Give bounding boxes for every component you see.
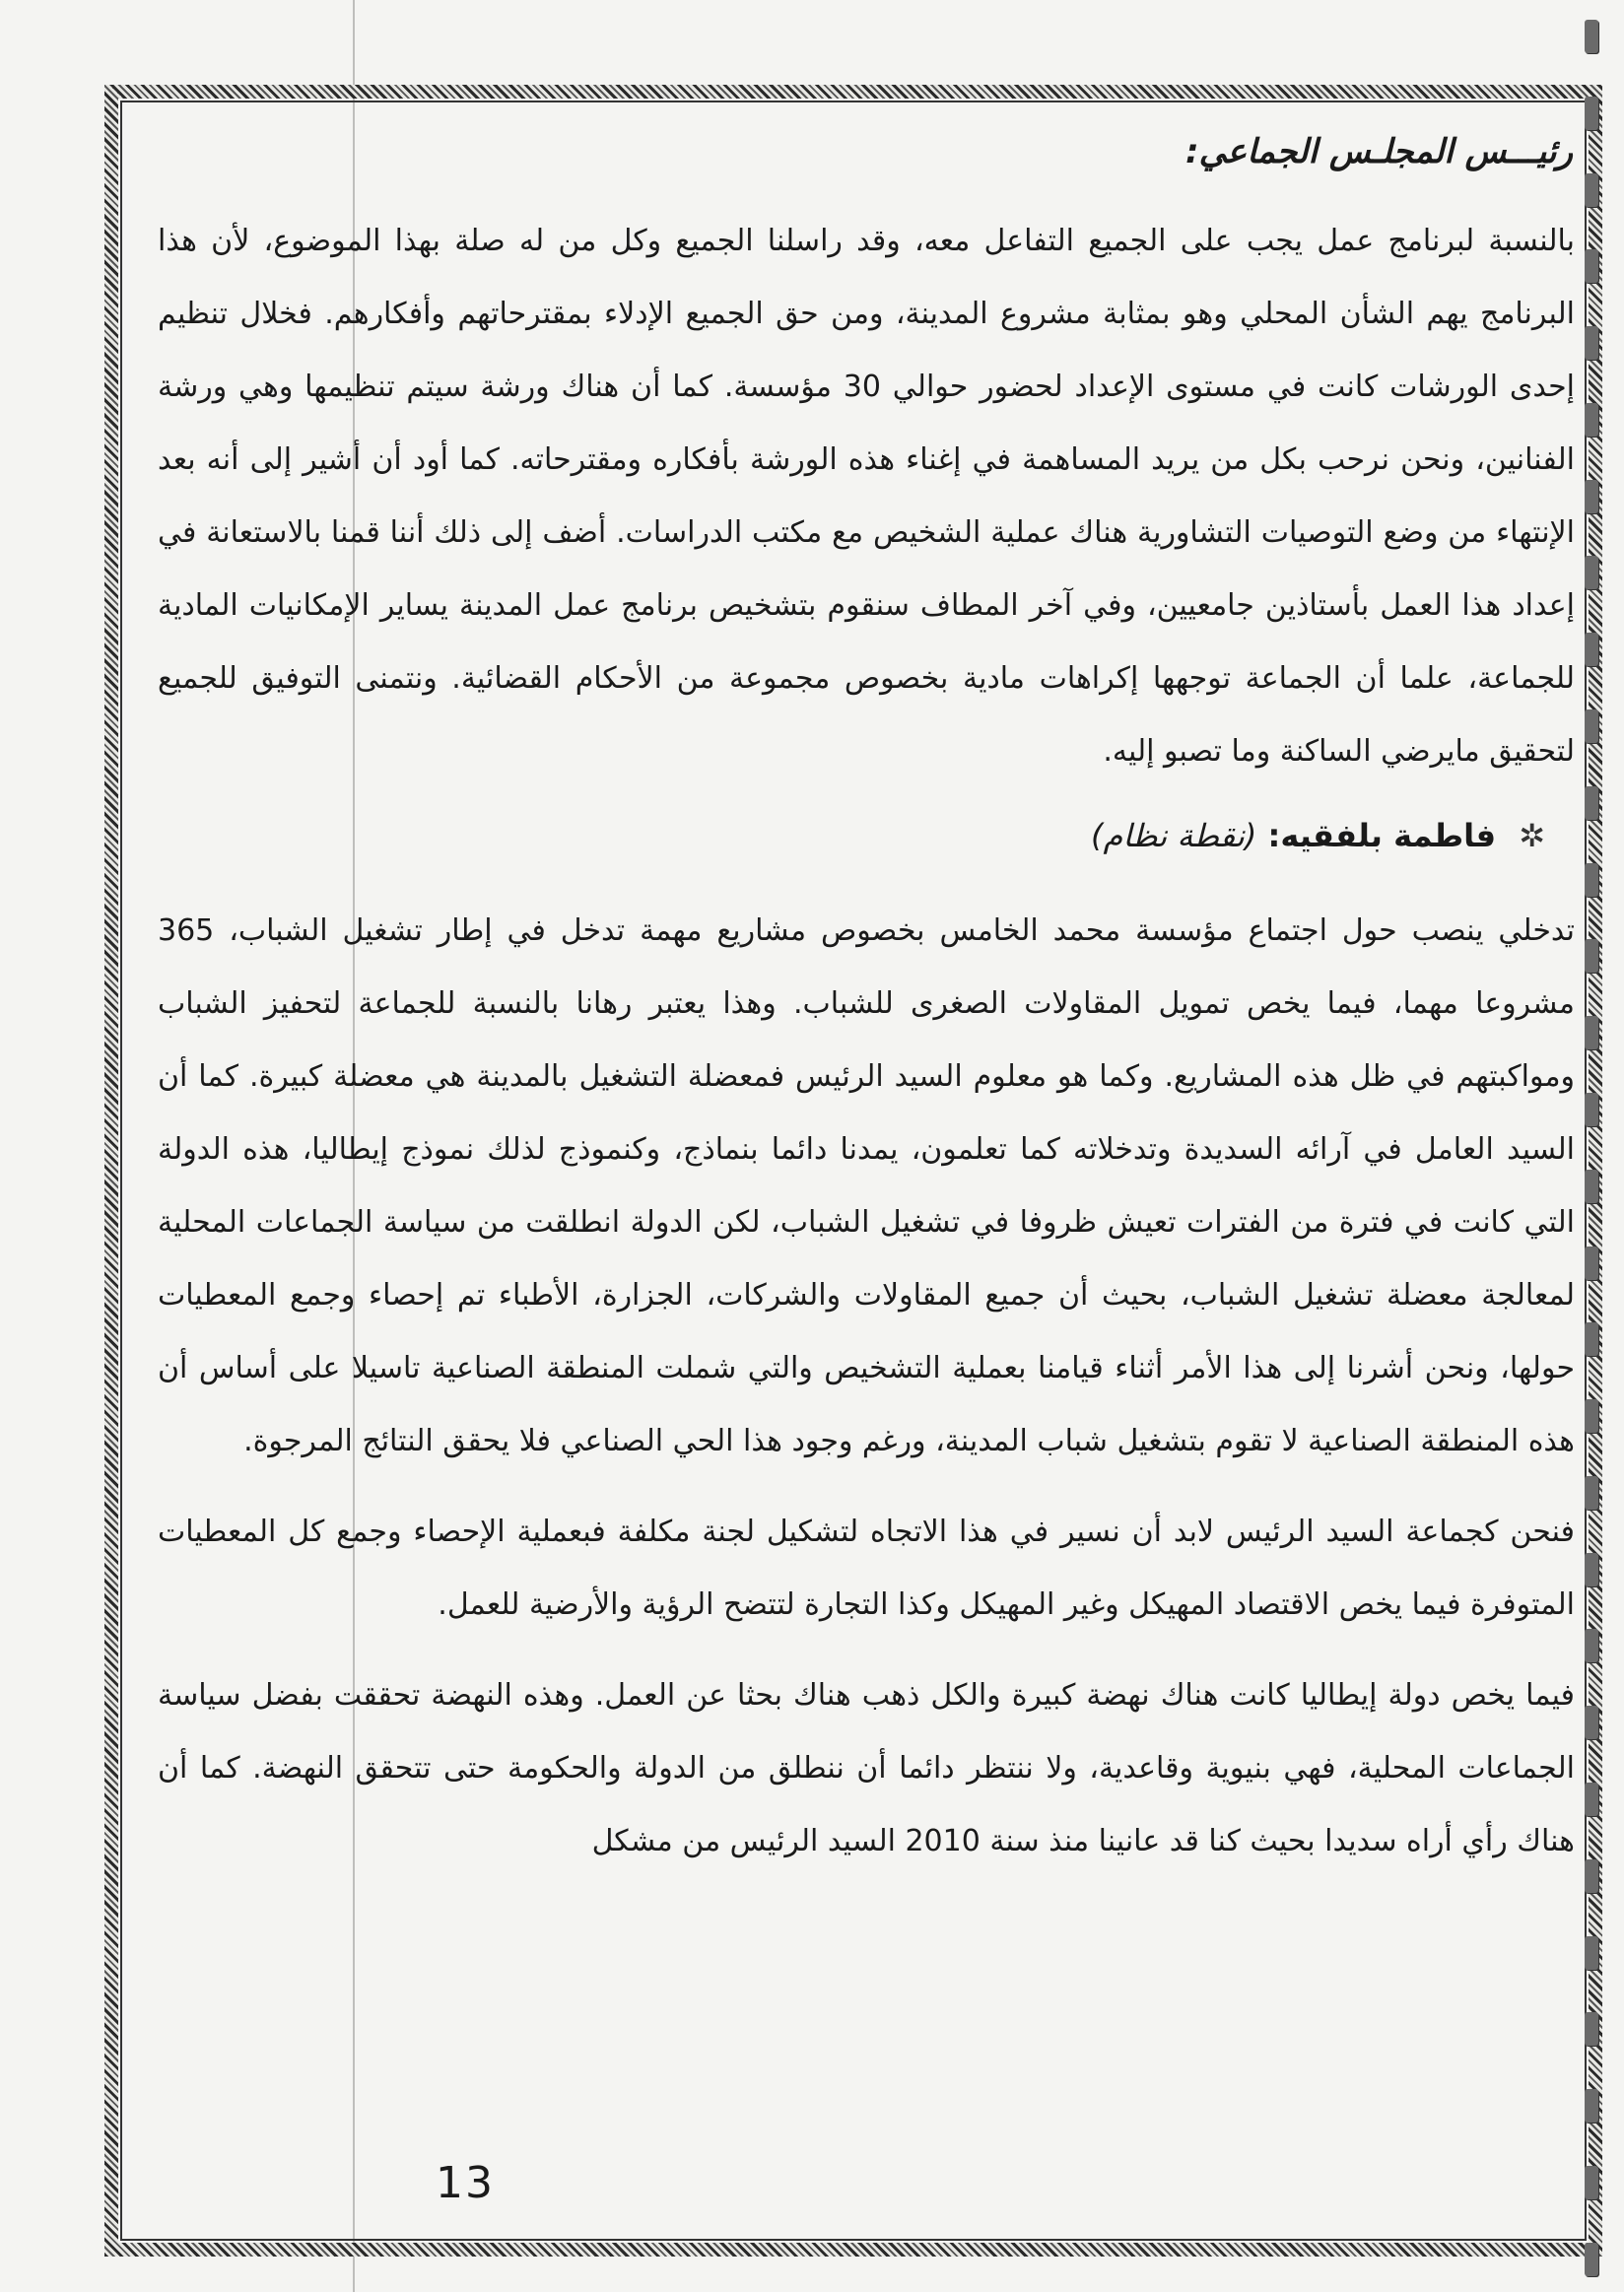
binding-ring [1585,1783,1598,1816]
document-body [158,128,1575,2158]
binding-ring [1585,1399,1598,1433]
asterisk-bullet-icon: ✲ [1519,817,1545,854]
binding-ring [1585,1247,1598,1280]
binding-ring [1585,97,1598,130]
spiral-binding [1585,20,1602,2276]
binding-ring [1585,2243,1598,2276]
paragraph-president-statement: بالنسبة لبرنامج عمل يجب على الجميع التفاعل معه، وقد راسلنا الجميع وكل من له صلة بهذا الموضوع، لأن هذا البرنامج يهم الشأن المحلي وهو بمثابة مشروع المدينة، ومن حق الجميع الإدلاء بمقترحاتهم وأفكارهم. فخلال تنظيم إحدى الورشات كانت في مستوى الإعداد لحضور حوالي 30 مؤسسة. كما أن هناك ورشة سيتم تنظيمها وهي ورشة الفنانين، ونحن نرحب بكل من يريد المساهمة في إغناء هذه الورشة بأفكاره ومقترحاته. كما أود أن أشير إلى أنه بعد الإنتهاء من وضع التوصيات التشاورية هناك عملية الشخيص مع مكتب الدراسات. أضف إلى ذلك أننا قمنا بالاستعانة في إعداد هذا العمل بأستاذين جامعيين، وفي آخر المطاف سنقوم بتشخيص برنامج عمل المدينة يساير الإمكانيات المادية للجماعة، علما أن الجماعة توجهها إكراهات مادية بخصوص مجموعة من الأحكام القضائية. ونتمنى التوفيق للجميع لتحقيق مايرضي الساكنة وما تصبو إليه. [158,224,1576,769]
binding-ring [1585,2166,1598,2199]
binding-ring [1585,20,1598,53]
speaker-heading-president: رئيـــس المجلـس الجماعي: [1184,132,1573,171]
binding-ring [1585,633,1598,666]
speaker-name: فاطمة بلفقيه: [1267,817,1497,854]
binding-ring [1585,249,1598,283]
binding-ring [1585,2012,1598,2046]
binding-ring [1585,1706,1598,1739]
binding-ring [1585,1476,1598,1510]
paragraph-italy-example: فيما يخص دولة إيطاليا كانت هناك نهضة كبيرة والكل ذهب هناك بحثا عن العمل. وهذه النهضة تحققت بفضل سياسة الجماعات المحلية، فهي بنيوية وقاعدية، ولا ننتظر دائما أن ننطلق من الدولة والحكومة حتى تتحقق النهضة. كما أن هناك رأي أراه سديدا بحيث كنا قد عانينا منذ سنة 2010 السيد الرئيس من مشكل [158,1678,1575,1858]
binding-ring [1585,1936,1598,1970]
binding-ring [1585,1859,1598,1893]
binding-ring [1585,1170,1598,1203]
binding-ring [1585,786,1598,820]
speaker-heading-member [158,806,1545,865]
binding-ring [1585,863,1598,897]
binding-ring [1585,1553,1598,1586]
binding-ring [1585,173,1598,207]
speaker-note: (نقطة نظام) [1091,817,1257,854]
binding-ring [1585,403,1598,437]
page-number: 13 [436,2158,495,2208]
binding-ring [1585,2089,1598,2123]
binding-ring [1585,1629,1598,1662]
binding-ring [1585,1093,1598,1126]
binding-ring [1585,326,1598,360]
binding-ring [1585,480,1598,513]
paragraph-member-intervention: تدخلي ينصب حول اجتماع مؤسسة محمد الخامس بخصوص مشاريع مهمة تدخل في إطار تشغيل الشباب، 365 مشروعا مهما، فيما يخص تمويل المقاولات الصغرى للشباب. وهذا يعتبر رهانا بالنسبة للجماعة لتحفيز الشباب ومواكبتهم في ظل هذه المشاريع. وكما هو معلوم السيد الرئيس فمعضلة التشغيل بالمدينة هي معضلة كبيرة. كما أن السيد العامل في آرائه السديدة وتدخلاته كما تعلمون، يمدنا دائما بنماذج، وكنموذج لذلك نموذج إيطاليا، هذه الدولة التي كانت في فترة من الفترات تعيش ظروفا في تشغيل الشباب، لكن الدولة انطلقت من سياسة الجماعات المحلية لمعالجة معضلة تشغيل الشباب، بحيث أن جميع المقاولات والشركات، الجزارة، الأطباء تم إحصاء وجمع المعطيات حولها، ونحن أشرنا إلى هذا الأمر أثناء قيامنا بعملية التشخيص والتي شملت المنطقة الصناعية تاسيلا على أساس أن هذه المنطقة الصناعية لا تقوم بتشغيل شباب المدينة، ورغم وجود هذا الحي الصناعي فلا يحقق النتائج المرجوة. [158,913,1575,1458]
binding-ring [1585,939,1598,973]
paragraph-committee-proposal: فنحن كجماعة السيد الرئيس لابد أن نسير في هذا الاتجاه لتشكيل لجنة مكلفة فبعملية الإحصاء وجمع كل المعطيات المتوفرة فيما يخص الاقتصاد المهيكل وغير المهيكل وكذا التجارة لتتضح الرؤية والأرضية للعمل. [158,1515,1575,1622]
binding-ring [1585,1016,1598,1049]
binding-ring [1585,1322,1598,1356]
binding-ring [1585,709,1598,743]
binding-ring [1585,556,1598,589]
